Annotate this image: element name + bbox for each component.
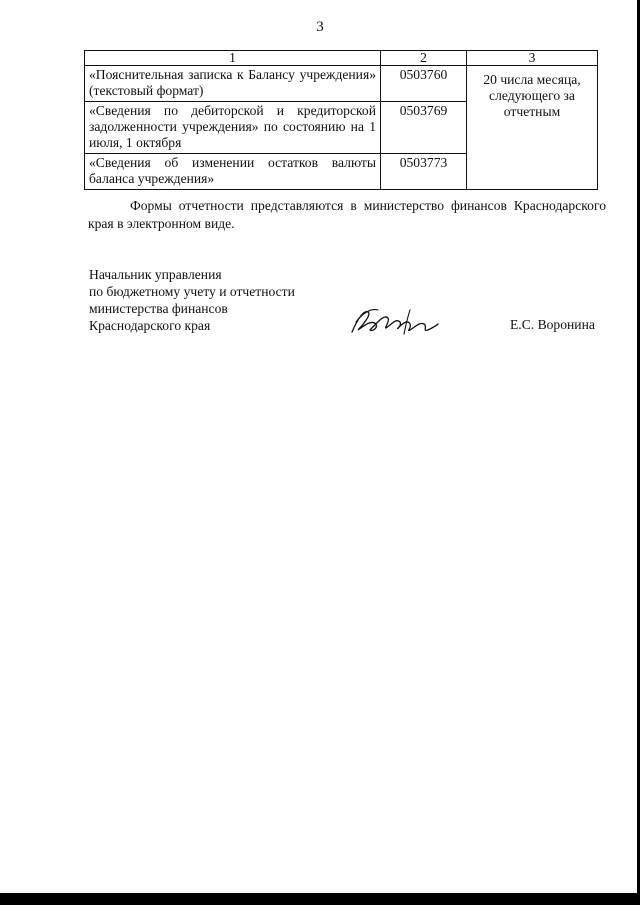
form-code-cell: 0503760 (381, 66, 467, 102)
signatory-title-line: Начальник управления (89, 267, 222, 282)
form-name-cell: «Сведения по дебиторской и кредиторской задолженности учреждения» по состоянию на 1 июля, 1 октября (85, 102, 381, 154)
form-code-cell: 0503769 (381, 102, 467, 154)
column-header-1: 1 (85, 51, 381, 66)
form-code-cell: 0503773 (381, 154, 467, 190)
signatory-title-line: Краснодарского края (89, 318, 211, 333)
table-row (85, 66, 598, 102)
signatory-title (89, 266, 295, 334)
page-number: 3 (316, 19, 324, 35)
column-header-3: 3 (467, 51, 598, 66)
handwritten-signature (348, 304, 440, 338)
form-name-cell: «Пояснительная записка к Балансу учреждения» (текстовый формат) (85, 66, 381, 102)
table-header-row (85, 51, 598, 66)
submission-note: Формы отчетности представляются в министерство финансов Краснодарского края в электронном виде. (88, 198, 606, 231)
scan-edge-bottom (0, 893, 640, 905)
column-header-2: 2 (381, 51, 467, 66)
form-name-cell: «Сведения об изменении остатков валюты баланса учреждения» (85, 154, 381, 190)
signatory-title-line: по бюджетному учету и отчетности (89, 284, 295, 299)
signatory-name: Е.С. Воронина (510, 317, 595, 332)
deadline-cell: 20 числа месяца, следующего за отчетным (467, 66, 598, 190)
signatory-title-line: министерства финансов (89, 301, 228, 316)
report-forms-table (84, 50, 598, 190)
